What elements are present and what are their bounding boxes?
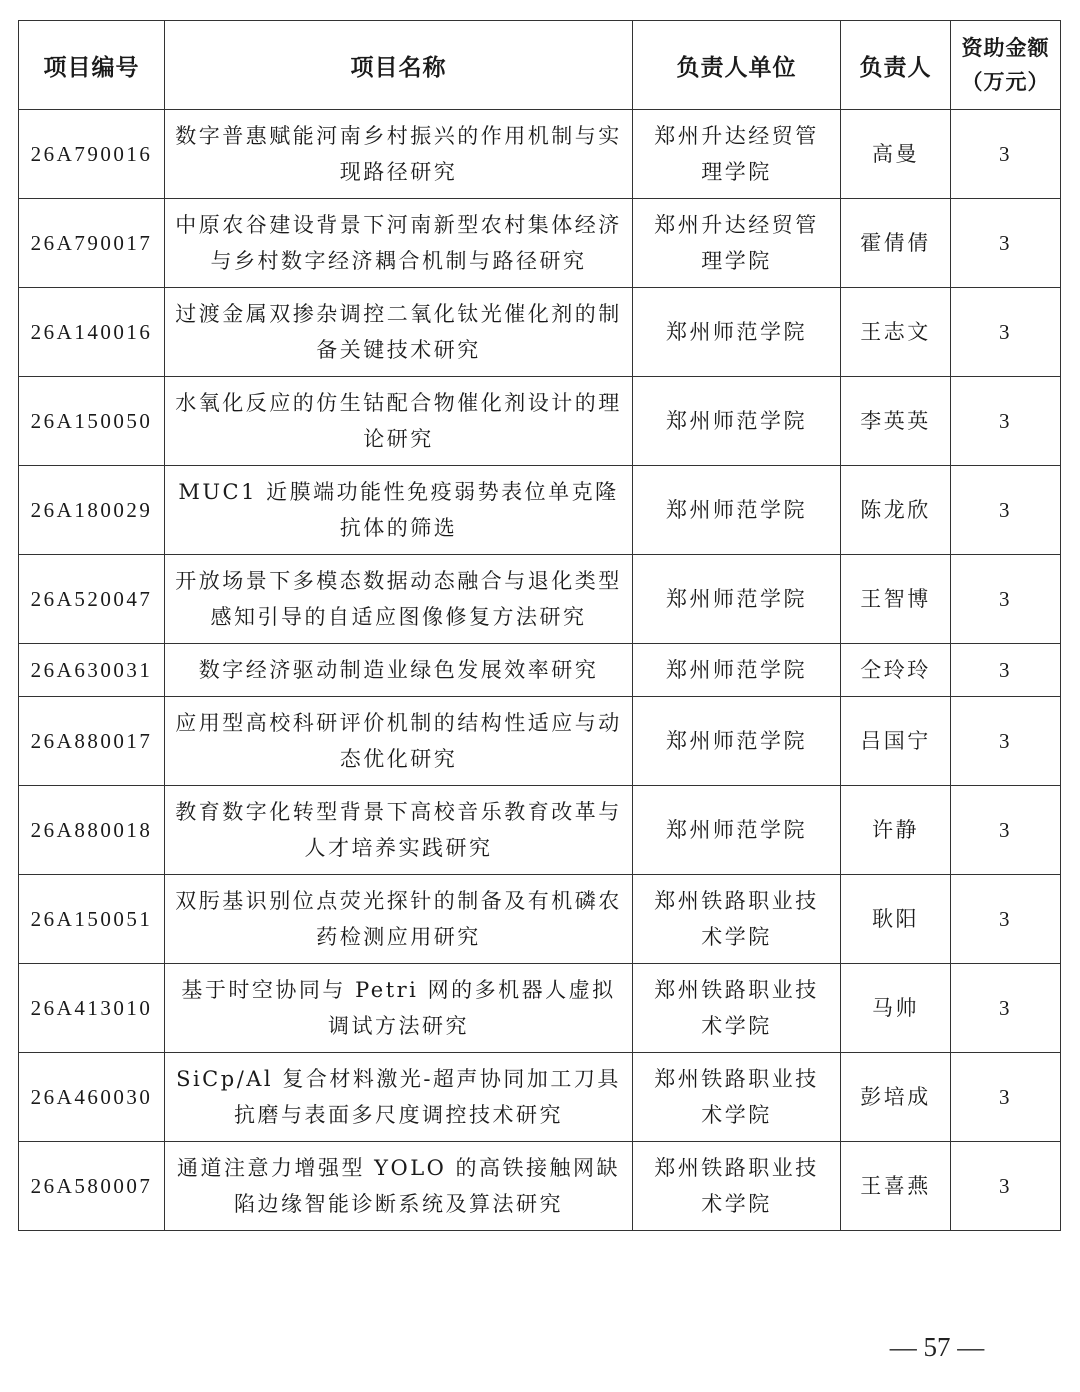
header-leader: 负责人 <box>841 21 951 110</box>
table-row <box>19 199 1061 288</box>
table-row <box>19 786 1061 875</box>
project-code: 26A180029 <box>19 466 165 555</box>
page-number: — 57 — <box>889 1332 985 1362</box>
header-amount <box>951 21 1061 110</box>
table-row <box>19 697 1061 786</box>
header-amount-line2: （万元） <box>961 70 1050 94</box>
project-code: 26A520047 <box>19 555 165 644</box>
header-amount-line1: 资助金额 <box>961 36 1050 60</box>
funding-amount: 3 <box>951 875 1061 964</box>
leader-name: 马帅 <box>841 964 951 1053</box>
project-name: 教育数字化转型背景下高校音乐教育改革与人才培养实践研究 <box>165 786 633 875</box>
project-name: MUC1 近膜端功能性免疫弱势表位单克隆抗体的筛选 <box>165 466 633 555</box>
leader-name: 吕国宁 <box>841 697 951 786</box>
table-row <box>19 555 1061 644</box>
leader-name: 高曼 <box>841 110 951 199</box>
project-code: 26A150050 <box>19 377 165 466</box>
funding-amount: 3 <box>951 964 1061 1053</box>
leader-name: 李英英 <box>841 377 951 466</box>
project-code: 26A150051 <box>19 875 165 964</box>
funding-amount: 3 <box>951 697 1061 786</box>
table-row <box>19 288 1061 377</box>
table-row <box>19 466 1061 555</box>
leader-name: 仝玲玲 <box>841 644 951 697</box>
project-name: 中原农谷建设背景下河南新型农村集体经济与乡村数字经济耦合机制与路径研究 <box>165 199 633 288</box>
funding-amount: 3 <box>951 644 1061 697</box>
leader-unit: 郑州师范学院 <box>633 786 841 875</box>
leader-unit: 郑州师范学院 <box>633 697 841 786</box>
leader-name: 王喜燕 <box>841 1142 951 1231</box>
leader-unit: 郑州师范学院 <box>633 555 841 644</box>
leader-name: 霍倩倩 <box>841 199 951 288</box>
project-name: 数字普惠赋能河南乡村振兴的作用机制与实现路径研究 <box>165 110 633 199</box>
header-name: 项目名称 <box>165 21 633 110</box>
leader-name: 陈龙欣 <box>841 466 951 555</box>
leader-unit: 郑州铁路职业技术学院 <box>633 875 841 964</box>
leader-unit: 郑州师范学院 <box>633 644 841 697</box>
table-row <box>19 644 1061 697</box>
table-row <box>19 875 1061 964</box>
leader-unit: 郑州升达经贸管理学院 <box>633 110 841 199</box>
funding-amount: 3 <box>951 377 1061 466</box>
project-name: 双肟基识别位点荧光探针的制备及有机磷农药检测应用研究 <box>165 875 633 964</box>
leader-name: 耿阳 <box>841 875 951 964</box>
header-code: 项目编号 <box>19 21 165 110</box>
project-code: 26A580007 <box>19 1142 165 1231</box>
funding-amount: 3 <box>951 555 1061 644</box>
table-row <box>19 377 1061 466</box>
funding-amount: 3 <box>951 466 1061 555</box>
table-row <box>19 110 1061 199</box>
leader-unit: 郑州师范学院 <box>633 466 841 555</box>
funding-amount: 3 <box>951 199 1061 288</box>
project-code: 26A413010 <box>19 964 165 1053</box>
leader-unit: 郑州升达经贸管理学院 <box>633 199 841 288</box>
funding-amount: 3 <box>951 786 1061 875</box>
project-table <box>18 20 1061 1231</box>
project-code: 26A140016 <box>19 288 165 377</box>
funding-amount: 3 <box>951 1142 1061 1231</box>
leader-name: 王智博 <box>841 555 951 644</box>
leader-unit: 郑州铁路职业技术学院 <box>633 964 841 1053</box>
project-name: SiCp/Al 复合材料激光-超声协同加工刀具抗磨与表面多尺度调控技术研究 <box>165 1053 633 1142</box>
header-row <box>19 21 1061 110</box>
project-code: 26A790017 <box>19 199 165 288</box>
table-row <box>19 1142 1061 1231</box>
funding-amount: 3 <box>951 288 1061 377</box>
project-code: 26A630031 <box>19 644 165 697</box>
header-unit: 负责人单位 <box>633 21 841 110</box>
project-code: 26A790016 <box>19 110 165 199</box>
project-code: 26A460030 <box>19 1053 165 1142</box>
funding-amount: 3 <box>951 1053 1061 1142</box>
project-name: 数字经济驱动制造业绿色发展效率研究 <box>165 644 633 697</box>
leader-name: 彭培成 <box>841 1053 951 1142</box>
leader-unit: 郑州铁路职业技术学院 <box>633 1053 841 1142</box>
table-row <box>19 1053 1061 1142</box>
leader-unit: 郑州师范学院 <box>633 288 841 377</box>
leader-unit: 郑州师范学院 <box>633 377 841 466</box>
project-code: 26A880017 <box>19 697 165 786</box>
funding-amount: 3 <box>951 110 1061 199</box>
project-name: 开放场景下多模态数据动态融合与退化类型感知引导的自适应图像修复方法研究 <box>165 555 633 644</box>
project-name: 过渡金属双掺杂调控二氧化钛光催化剂的制备关键技术研究 <box>165 288 633 377</box>
project-name: 水氧化反应的仿生钴配合物催化剂设计的理论研究 <box>165 377 633 466</box>
table-row <box>19 964 1061 1053</box>
leader-name: 王志文 <box>841 288 951 377</box>
leader-name: 许静 <box>841 786 951 875</box>
project-name: 通道注意力增强型 YOLO 的高铁接触网缺陷边缘智能诊断系统及算法研究 <box>165 1142 633 1231</box>
project-code: 26A880018 <box>19 786 165 875</box>
leader-unit: 郑州铁路职业技术学院 <box>633 1142 841 1231</box>
project-name: 应用型高校科研评价机制的结构性适应与动态优化研究 <box>165 697 633 786</box>
project-name: 基于时空协同与 Petri 网的多机器人虚拟调试方法研究 <box>165 964 633 1053</box>
